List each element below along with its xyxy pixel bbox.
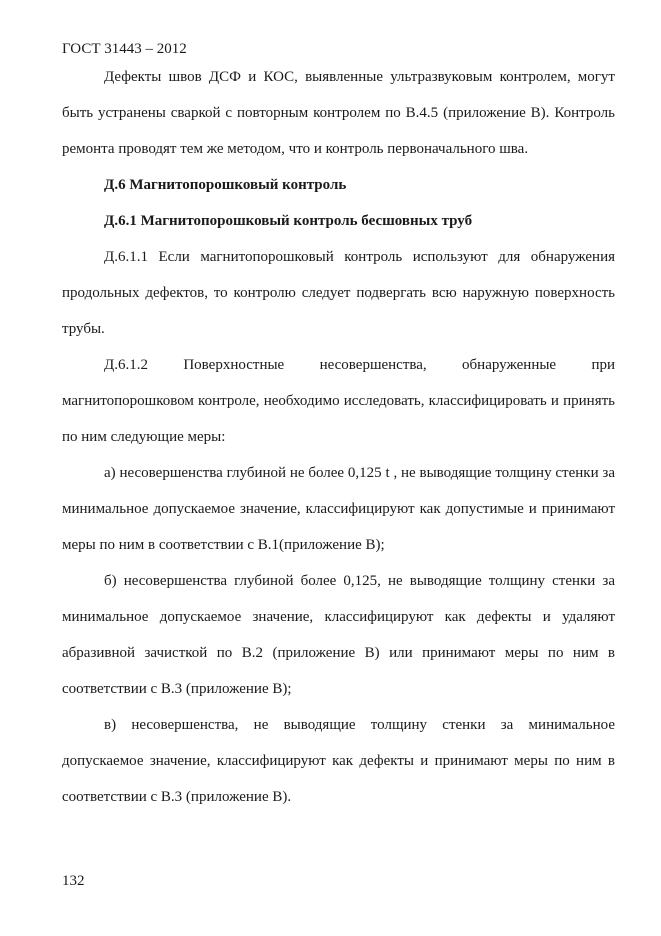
list-item-v: в) несовершенства, не выводящие толщину стенки за минимальное допускаемое значение, классифицируют как дефекты и принимают меры по ним в соответствии с В.3 (приложение В).: [62, 717, 615, 805]
paragraph-d6-1-2: Д.6.1.2 Поверхностные несовершенства, обнаруженные при магнитопорошковом контроле, необходимо исследовать, классифицировать и принять по ним следующие меры:: [62, 357, 615, 445]
page-number: 132: [62, 873, 85, 889]
list-item-b: б) несовершенства глубиной более 0,125, не выводящие толщину стенки за минимальное допускаемое значение, классифицируют как дефекты и удаляют абразивной зачисткой по В.2 (приложение В) или принимают меры по ним в соответствии с В.3 (приложение В);: [62, 573, 615, 697]
paragraph-d6-1-1: Д.6.1.1 Если магнитопорошковый контроль используют для обнаружения продольных дефектов, то контролю следует подвергать всю наружную поверхность трубы.: [62, 249, 615, 337]
paragraph-weld-defects: Дефекты швов ДСФ и КОС, выявленные ультразвуковым контролем, могут быть устранены сваркой с повторным контролем по В.4.5 (приложение В). Контроль ремонта проводят тем же методом, что и контроль первоначального шва.: [62, 69, 615, 157]
section-heading-d6: Д.6 Магнитопорошковый контроль: [104, 177, 347, 193]
document-body: [62, 59, 615, 815]
standard-header: ГОСТ 31443 – 2012: [62, 41, 187, 57]
list-item-a: а) несовершенства глубиной не более 0,125 t , не выводящие толщину стенки за минимальное допускаемое значение, классифицируют как допустимые и принимают меры по ним в соответствии с В.1(приложение В);: [62, 465, 615, 553]
subsection-heading-d6-1: Д.6.1 Магнитопорошковый контроль бесшовных труб: [104, 213, 473, 229]
